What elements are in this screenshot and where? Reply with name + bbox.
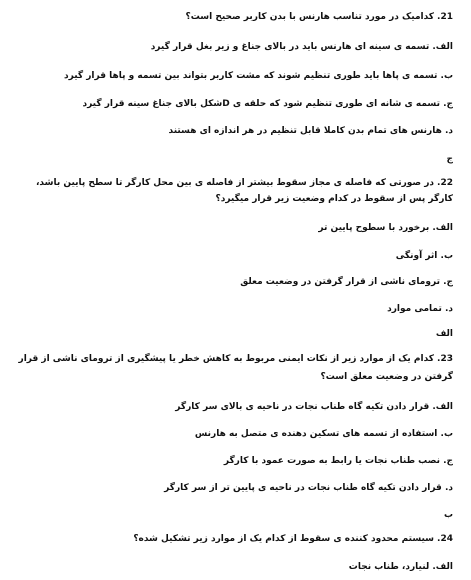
question-22-text-line2: کارگر پس از سقوط در کدام وضعیت زیر قرار میگیرد؟ — [215, 194, 453, 204]
question-21-option-b: ب. تسمه ی پاها باید طوری تنظیم شوند که مشت کاربر بتواند بین تسمه و پاها قرار گیرد — [63, 71, 453, 81]
question-23-text-line2: گرفتن در وضعیت معلق است؟ — [320, 372, 453, 382]
question-number: 23. — [437, 354, 453, 364]
question-23-option-d: د. قرار دادن تکیه گاه طناب نجات در ناحیه ی پایین تر از سر کارگر — [164, 483, 453, 493]
question-24-option-a: الف. لنیارد، طناب نجات — [348, 562, 453, 572]
question-22 — [14, 176, 453, 190]
question-23-answer: ب — [443, 510, 453, 520]
question-23-option-a: الف. قرار دادن تکیه گاه طناب نجات در ناحیه ی بالای سر کارگر — [175, 402, 453, 412]
question-number: 24. — [437, 534, 453, 544]
question-24 — [14, 532, 453, 546]
question-text: سیستم محدود کننده ی سقوط از کدام یک از موارد زیر تشکیل شده؟ — [133, 534, 435, 544]
question-21-option-a: الف. تسمه ی سینه ای هارنس باید در بالای جناغ و زیر بغل قرار گیرد — [150, 42, 453, 52]
question-22-answer: الف — [435, 329, 453, 339]
question-number: 22. — [437, 178, 453, 188]
question-23-option-c: ج. نصب طناب نجات یا رابط به صورت عمود با کارگر — [223, 456, 453, 466]
question-text: کدام یک از موارد زیر از نکات ایمنی مربوط به کاهش خطر یا پیشگیری از ترومای ناشی از قرار — [18, 354, 435, 364]
question-21-answer: ج — [446, 154, 453, 164]
question-22-option-d: د. تمامی موارد — [387, 304, 453, 314]
question-text: در صورتی که فاصله ی مجاز سقوط بیشتر از فاصله ی بین محل کارگر تا سطح پایین باشد، — [36, 178, 435, 188]
question-22-option-b: ب. اثر آونگی — [395, 251, 453, 261]
question-21 — [14, 10, 453, 24]
question-22-option-a: الف. برخورد با سطوح پایین تر — [318, 223, 453, 233]
question-23 — [14, 352, 453, 366]
question-text: کدامیک در مورد تناسب هارنس با بدن کاربر صحیح است؟ — [185, 12, 435, 22]
question-21-option-c: ج. تسمه ی شانه ای طوری تنظیم شود که حلقه ی Dشکل بالای جناغ سینه قرار گیرد — [82, 99, 453, 109]
question-23-option-b: ب. استفاده از تسمه های تسکین دهنده ی متصل به هارنس — [194, 429, 453, 439]
question-21-option-d: د. هارنس های تمام بدن کاملا قابل تنظیم در هر اندازه ای هستند — [168, 126, 453, 136]
question-number: 21. — [437, 12, 453, 22]
question-22-option-c: ج. ترومای ناشی از قرار گرفتن در وضعیت معلق — [240, 277, 453, 287]
